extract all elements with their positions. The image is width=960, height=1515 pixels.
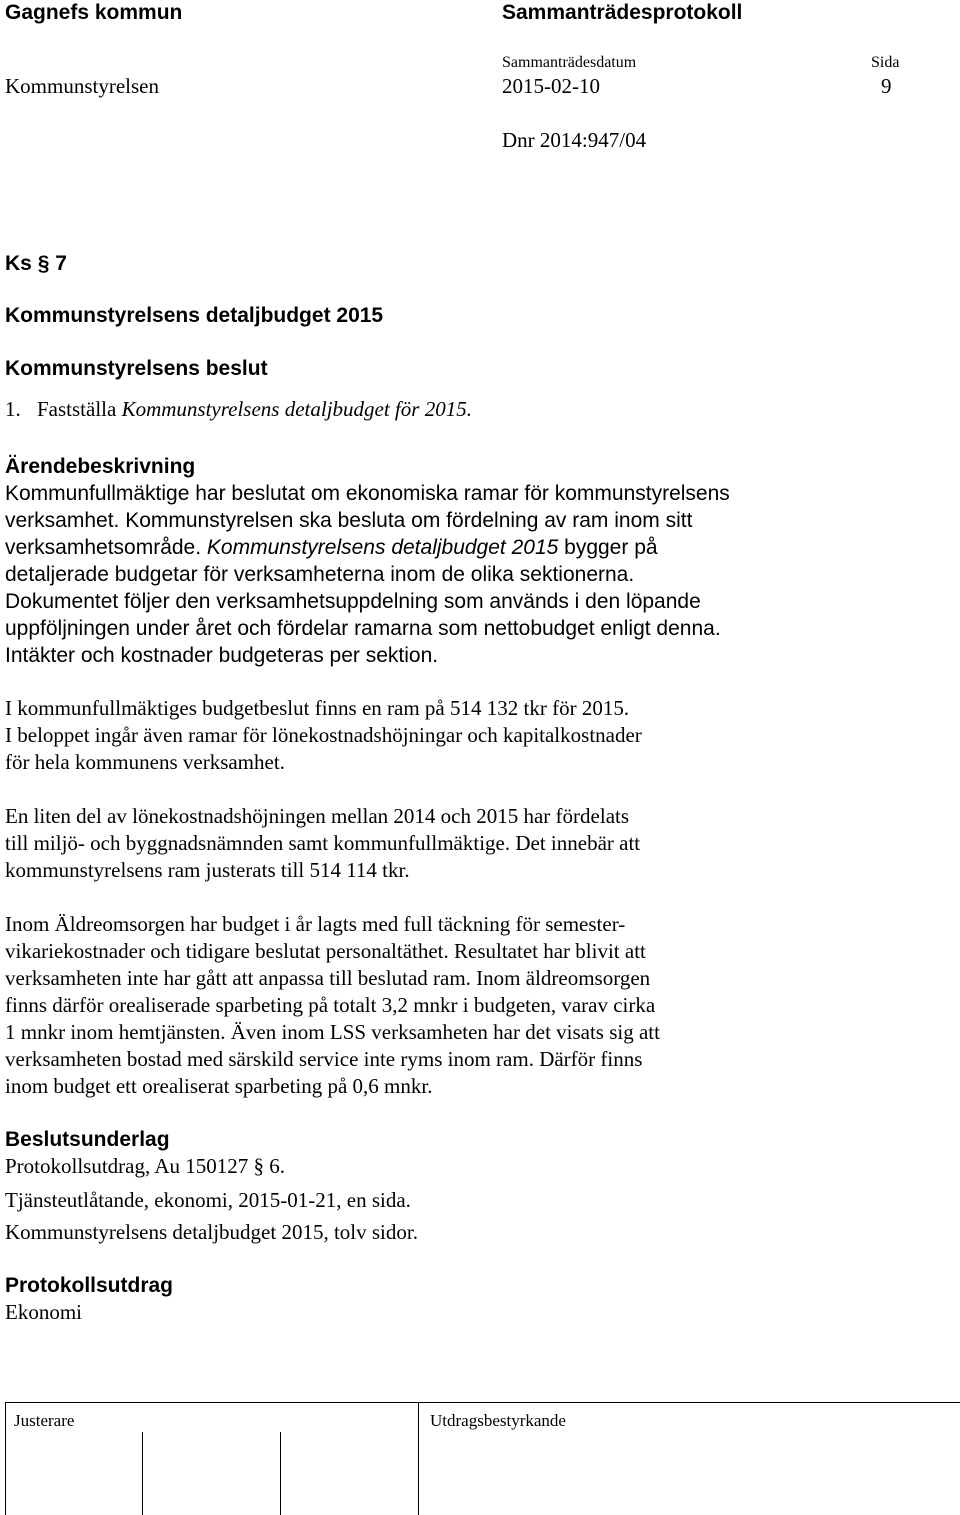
- text-line: Dokumentet följer den verksamhetsuppdelning som används i den löpande: [5, 590, 701, 613]
- text-line: kommunstyrelsens ram justerats till 514 114 tkr.: [5, 858, 410, 882]
- text-line: uppföljningen under året och fördelar ramarna som nettobudget enligt denna.: [5, 617, 721, 640]
- signature-box-divider: [280, 1432, 281, 1515]
- description-paragraph-3: [5, 803, 955, 884]
- description-heading: Ärendebeskrivning: [5, 455, 196, 478]
- footer-divider: [418, 1402, 419, 1515]
- text-line: för hela kommunens verksamhet.: [5, 750, 285, 774]
- text-line: verksamhet. Kommunstyrelsen ska besluta om fördelning av ram inom sitt: [5, 509, 693, 532]
- text-line: I beloppet ingår även ramar för lönekostnadshöjningar och kapitalkostnader: [5, 723, 642, 747]
- organization-name: Gagnefs kommun: [5, 1, 183, 24]
- date-label: Sammanträdesdatum: [502, 54, 637, 71]
- decision-heading: Kommunstyrelsens beslut: [5, 357, 268, 380]
- description-paragraph-4: [5, 911, 955, 1100]
- committee-name: Kommunstyrelsen: [5, 74, 159, 98]
- description-paragraph-1: [5, 480, 955, 669]
- page-label: Sida: [871, 54, 900, 71]
- text-line: verksamhetsområde. Kommunstyrelsens detaljbudget 2015 bygger på: [5, 536, 658, 559]
- text-line: Kommunfullmäktige har beslutat om ekonomiska ramar för kommunstyrelsens: [5, 482, 730, 505]
- paragraph-number: [5, 251, 67, 277]
- document-reference: Kommunstyrelsens detaljbudget 2015: [206, 536, 559, 559]
- footer-utdragsbestyrkande-label: Utdragsbestyrkande: [430, 1411, 566, 1430]
- decision-item-number: 1.: [5, 397, 21, 421]
- signature-box-divider: [142, 1432, 143, 1515]
- extract-recipient: Ekonomi: [5, 1300, 82, 1324]
- diary-number: Dnr 2014:947/04: [502, 128, 647, 152]
- footer-left-border: [5, 1402, 6, 1515]
- text-line: En liten del av lönekostnadshöjningen mellan 2014 och 2015 har fördelats: [5, 804, 630, 828]
- text-line: Inom Äldreomsorgen har budget i år lagts med full täckning för semester-: [5, 912, 626, 936]
- paragraph-prefix: Ks: [5, 252, 32, 275]
- paragraph-value: 7: [55, 252, 67, 275]
- basis-item: Kommunstyrelsens detaljbudget 2015, tolv sidor.: [5, 1220, 418, 1244]
- basis-item: Tjänsteutlåtande, ekonomi, 2015-01-21, en sida.: [5, 1188, 411, 1212]
- text-line: Intäkter och kostnader budgeteras per sektion.: [5, 644, 439, 667]
- footer-justerare-label: Justerare: [14, 1411, 75, 1430]
- text-line: 1 mnkr inom hemtjänsten. Även inom LSS verksamheten har det visats sig att: [5, 1020, 660, 1044]
- footer-top-rule: [5, 1402, 960, 1403]
- text-line: vikariekostnader och tidigare beslutat personaltäthet. Resultatet har blivit att: [5, 939, 646, 963]
- extract-heading: Protokollsutdrag: [5, 1274, 174, 1297]
- text-line: verksamheten bostad med särskild service inte ryms inom ram. Därför finns: [5, 1047, 643, 1071]
- text-line: detaljerade budgetar för verksamheterna inom de olika sektionerna.: [5, 563, 635, 586]
- text-line: till miljö- och byggnadsnämnden samt kommunfullmäktige. Det innebär att: [5, 831, 641, 855]
- decision-item: [5, 396, 472, 422]
- description-paragraph-2: [5, 695, 955, 776]
- meeting-date: 2015-02-10: [502, 74, 600, 98]
- basis-heading: Beslutsunderlag: [5, 1128, 170, 1151]
- text-line: I kommunfullmäktiges budgetbeslut finns en ram på 514 132 tkr för 2015.: [5, 696, 630, 720]
- decision-item-text: Fastställa Kommunstyrelsens detaljbudget för 2015.: [37, 397, 472, 421]
- case-title: Kommunstyrelsens detaljbudget 2015: [5, 304, 384, 327]
- document-type: Sammanträdesprotokoll: [502, 1, 743, 24]
- paragraph-symbol: §: [37, 252, 50, 275]
- text-line: verksamheten inte har gått att anpassa till beslutad ram. Inom äldreomsorgen: [5, 966, 651, 990]
- basis-item: Protokollsutdrag, Au 150127 § 6.: [5, 1154, 286, 1178]
- text-line: inom budget ett orealiserat sparbeting på 0,6 mnkr.: [5, 1074, 433, 1098]
- text-line: finns därför orealiserade sparbeting på totalt 3,2 mnkr i budgeten, varav cirka: [5, 993, 656, 1017]
- page-number: 9: [881, 74, 892, 98]
